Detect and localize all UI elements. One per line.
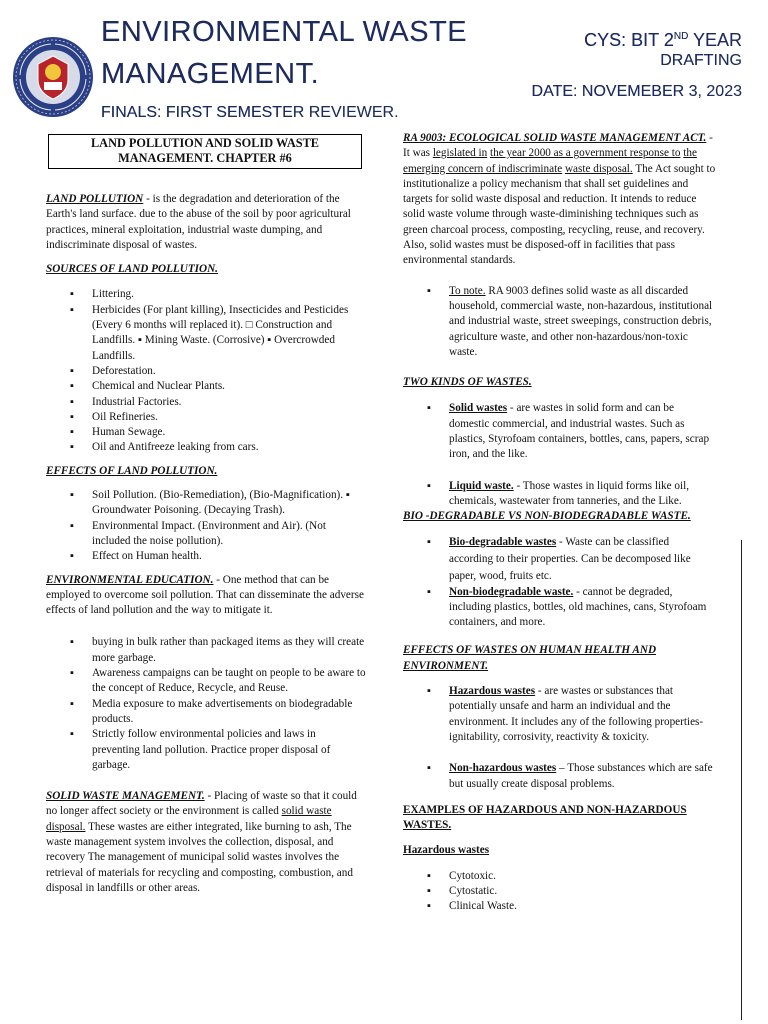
list-item: ▪ Media exposure to make advertisements on biodegradable products. — [70, 697, 366, 728]
list-item: ▪ Oil and Antifreeze leaking from cars. — [70, 440, 366, 455]
list-item: ▪ Chemical and Nuclear Plants. — [70, 379, 366, 394]
list-item: ▪ Cytotoxic. — [427, 869, 716, 884]
biodegradable-list — [403, 534, 716, 631]
list-item: ▪ Industrial Factories. — [70, 395, 366, 410]
biodegradable-heading: BIO -DEGRADABLE VS NON-BIODEGRADABLE WASTE. — [403, 510, 691, 523]
list-item: ▪ Deforestation. — [70, 364, 366, 379]
list-item: ▪ Cytostatic. — [427, 884, 716, 899]
hazard-types-list — [403, 684, 716, 792]
ra-9003-definition: RA 9003: ECOLOGICAL SOLID WASTE MANAGEMENT ACT. - It was legislated in the year 2000 as a government response to the emerging concern of indiscriminate waste disposal. The Act sought to institutionalize a policy mechanism that shall set guidelines and targets for solid waste disposal and reduction. It intends to reduce solid waste volume through waste-diminishing techniques such as green charcoal process, composting, recycling, reuse, and recovery. Also, solid wastes must be disposed-off in facilities that pass environmental standards. — [403, 132, 716, 267]
list-item: ▪ Liquid waste. - Those wastes in liquid forms like oil, chemicals, wastewater from tanneries, and the Like. — [427, 479, 716, 510]
course-year-section: CYS: BIT 2ND YEAR — [584, 30, 742, 50]
list-item: ▪ Human Sewage. — [70, 425, 366, 440]
effects-heading: EFFECTS OF LAND POLLUTION. — [46, 464, 218, 477]
left-column — [46, 134, 366, 896]
effects-list — [46, 488, 366, 564]
list-item: ▪ Solid wastes - are wastes in solid form and can be domestic commercial, and industrial wastes. Such as plastics, Styrofoam containers, bottles, cans, papers, scrap iron, and the like. — [427, 401, 716, 462]
document-title-line1: ENVIRONMENTAL WASTE — [101, 16, 468, 48]
sources-list — [46, 287, 366, 455]
solid-waste-management-definition: SOLID WASTE MANAGEMENT. - Placing of waste so that it could no longer affect society or the environment is called solid waste disposal. These wastes are either integrated, like burning to ash, The waste management system involves the collection, disposal, and recovery The management of municipal solid wastes involves the retrieval of materials for recycling and composting, combustion, and disposal in landfills or other areas. — [46, 790, 357, 894]
list-item: ▪ buying in bulk rather than packaged items as they will create more garbage. — [70, 635, 366, 666]
examples-heading: EXAMPLES OF HAZARDOUS AND NON-HAZARDOUS WASTES. — [403, 803, 687, 832]
kinds-list — [403, 401, 716, 509]
course-name: DRAFTING — [660, 52, 742, 69]
two-kinds-heading: TWO KINDS OF WASTES. — [403, 376, 532, 389]
list-item: ▪ Environmental Impact. (Environment and Air). (Not included the noise pollution). — [70, 519, 366, 550]
education-list — [46, 635, 366, 773]
list-item: ▪ Non-biodegradable waste. - cannot be degraded, including plastics, bottles, old machines, cans, Styrofoam containers, and more. — [427, 585, 716, 631]
environmental-education-definition: ENVIRONMENTAL EDUCATION. - One method that can be employed to overcome soil pollution. That can disseminate the adverse effects of land pollution and the way to mitigate it. — [46, 573, 364, 617]
list-item: ▪ Hazardous wastes - are wastes or substances that potentially unsafe and harm an individual and the environment. It includes any of the following properties-ignitability, corrosivity, reactivity & toxicity. — [427, 684, 716, 745]
list-item: ▪ Oil Refineries. — [70, 410, 366, 425]
note-list — [403, 284, 716, 360]
document-title-line2: MANAGEMENT. — [101, 58, 320, 90]
list-item: ▪ Herbicides (For plant killing), Insecticides and Pesticides (Every 6 months will replaced it). □ Construction and Landfills. ▪ Mining Waste. (Corrosive) ▪ Overcrowded Landfills. — [70, 303, 366, 364]
effects-on-health-heading: EFFECTS OF WASTES ON HUMAN HEALTH AND ENVIRONMENT. — [403, 644, 657, 672]
list-item: ▪ Clinical Waste. — [427, 899, 716, 914]
land-pollution-definition: LAND POLLUTION - is the degradation and deterioration of the Earth's land surface. due to the abuse of the soil by poor agricultural practices, mineral exploitation, industrial waste dumping, and indiscriminate disposal of wastes. — [46, 193, 351, 251]
university-seal-icon — [12, 36, 94, 118]
list-item: ▪ Bio-degradable wastes - Waste can be classified according to their properties. Can be decomposed like paper, wood, fruits etc. — [427, 534, 716, 585]
hazardous-wastes-subheading: Hazardous wastes — [403, 844, 490, 857]
column-divider — [741, 540, 742, 1020]
list-item: ▪ Effect on Human health. — [70, 549, 366, 564]
document-subtitle: FINALS: FIRST SEMESTER REVIEWER. — [101, 104, 399, 121]
list-item: ▪ To note. RA 9003 defines solid waste as all discarded household, commercial waste, non-hazardous, institutional and industrial waste, street sweepings, construction debris, agriculture waste, and other non-hazardous/non-toxic waste. — [427, 284, 716, 360]
list-item: ▪ Non-hazardous wastes – Those substances which are safe but usually create disposal problems. — [427, 761, 716, 792]
list-item: ▪ Awareness campaigns can be taught on people to be aware to the concept of Reduce, Recycle, and Reuse. — [70, 666, 366, 697]
document-date: DATE: NOVEMEBER 3, 2023 — [531, 83, 742, 100]
sources-heading: SOURCES OF LAND POLLUTION. — [46, 263, 218, 276]
hazardous-examples-list — [403, 869, 716, 915]
chapter-title-box: LAND POLLUTION AND SOLID WASTE MANAGEMENT. CHAPTER #6 — [48, 134, 362, 169]
list-item: ▪ Strictly follow environmental policies and laws in preventing land pollution. Practice proper disposal of garbage. — [70, 727, 366, 773]
list-item: ▪ Littering. — [70, 287, 366, 302]
right-column — [403, 131, 716, 915]
list-item: ▪ Soil Pollution. (Bio-Remediation), (Bio-Magnification). ▪ Groundwater Poisoning. (Decaying Trash). — [70, 488, 366, 519]
